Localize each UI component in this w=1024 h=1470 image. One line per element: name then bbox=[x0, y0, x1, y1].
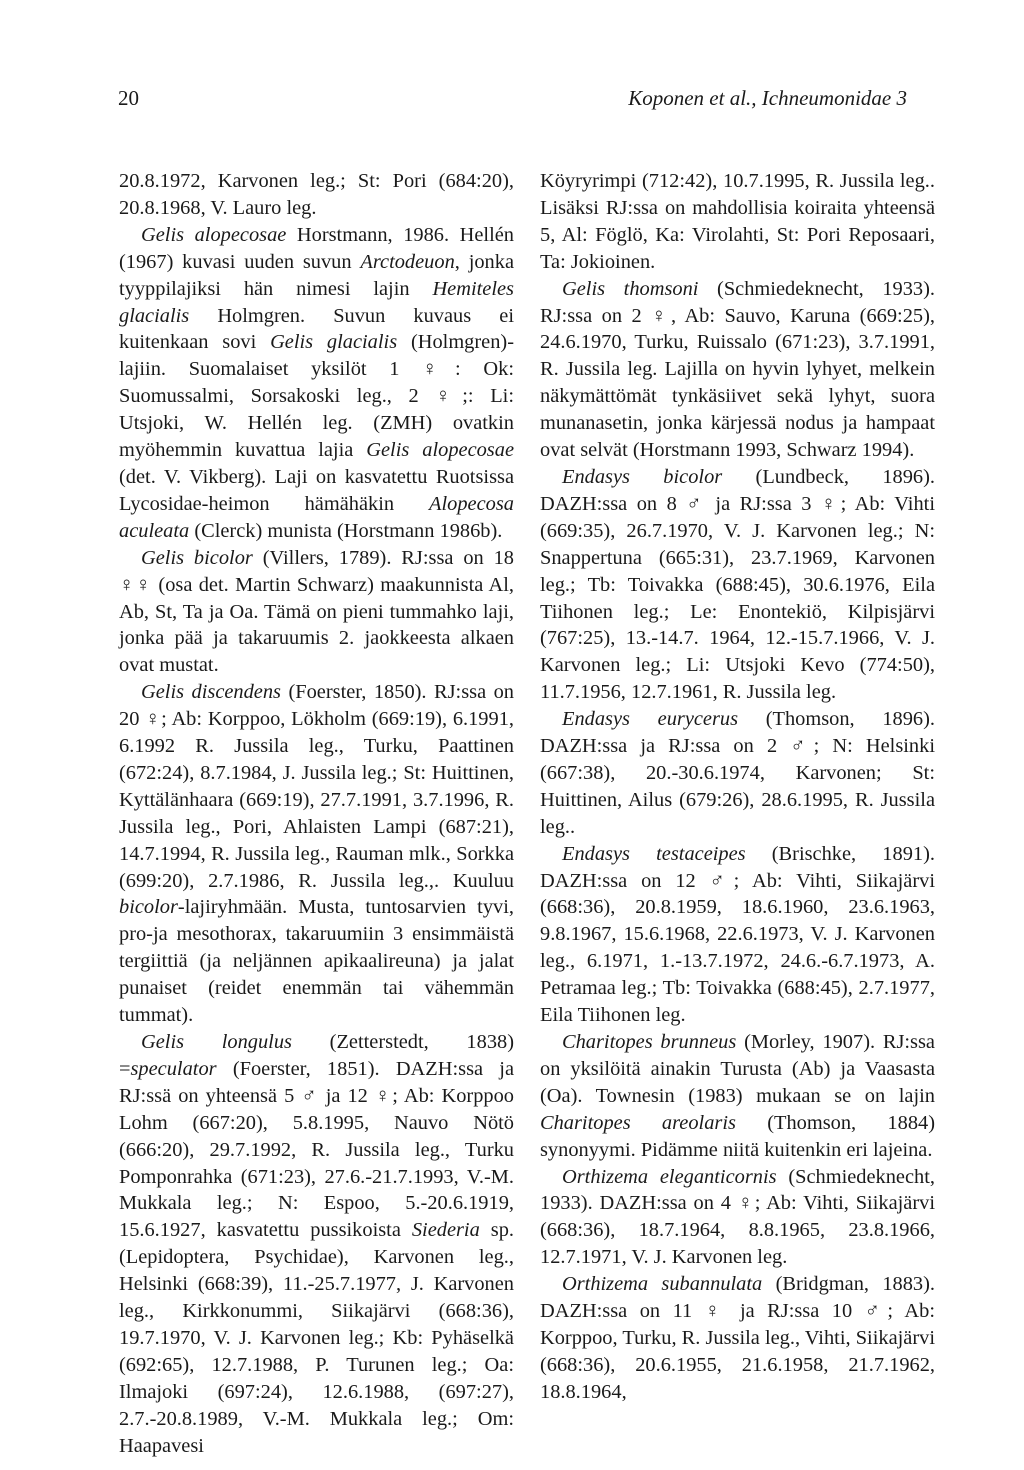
right-column bbox=[540, 168, 935, 1406]
text-run: (Lundbeck, 1896). DAZH:ssa on 8 ♂ ja RJ:ssa 3 ♀; Ab: Vihti (669:35), 26.7.1970, V. J. Karvonen leg.; N: Snappertuna (665:31), 23.7.1969, Karvonen leg.; Tb: Toivakka (688:45), 30.6.1976, Eila Tiihonen leg.; Le: Enontekiö, Kilpisjärvi (767:25), 13.-14.7. 1964, 12.-15.7.1966, V. J. Karvonen leg.; Li: Utsjoki Kevo (774:50), 11.7.1956, 12.7.1961, R. Jussila leg. bbox=[540, 465, 935, 704]
text-run: Horstmann, 1986. Hellén (1967) kuvasi uuden suvun bbox=[119, 223, 514, 273]
text-run: (Zetterstedt, 1838) = bbox=[119, 1031, 515, 1080]
species-name: Gelis longulus bbox=[141, 1031, 292, 1053]
text-run: (Clerck) munista (Horstmann 1986b). bbox=[189, 519, 503, 542]
text-run: (Schmiedeknecht, 1933). DAZH:ssa on 4 ♀; Ab: Vihti, Siikajärvi (668:36), 18.7.1964, 8.8.1965, 23.8.1966, 12.7.1971, V. J. Karvonen leg. bbox=[540, 1165, 935, 1269]
species-name: bicolor bbox=[119, 896, 178, 919]
species-name: Endasys bicolor bbox=[562, 465, 723, 488]
species-name: Siederia bbox=[411, 1219, 480, 1242]
species-name: Endasys testaceipes bbox=[562, 842, 746, 865]
paragraph bbox=[119, 679, 514, 1029]
species-name: Orthizema eleganticornis bbox=[562, 1165, 777, 1188]
paragraph bbox=[540, 1271, 935, 1406]
running-title: Koponen et al., Ichneumonidae 3 bbox=[628, 86, 907, 110]
species-name: Orthizema subannulata bbox=[562, 1273, 763, 1296]
text-run: , jonka tyyppilajiksi hän nimesi lajin bbox=[119, 250, 514, 300]
paragraph bbox=[119, 168, 514, 222]
species-name: Gelis thomsoni bbox=[562, 277, 699, 300]
paragraph bbox=[119, 545, 514, 680]
species-name: Gelis alopecosae bbox=[141, 223, 287, 246]
text-run: 20.8.1972, Karvonen leg.; St: Pori (684:20), 20.8.1968, V. Lauro leg. bbox=[119, 170, 514, 219]
species-name: Gelis bicolor bbox=[141, 546, 253, 569]
species-name: Gelis discendens bbox=[141, 681, 281, 704]
species-name: Gelis alopecosae bbox=[366, 439, 514, 462]
text-run: (Morley, 1907). RJ:ssa on yksilöitä ainakin Turusta (Ab) ja Vaasasta (Oa). Townesin (1983) mukaan se on lajin bbox=[540, 1031, 935, 1107]
text-run: (det. V. Vikberg). Laji on kasvatettu Ruotsissa Lycosidae-heimon hämähäkin bbox=[119, 465, 514, 515]
text-run: (Thomson, 1896). DAZH:ssa ja RJ:ssa on 2 ♂; N: Helsinki (667:38), 20.-30.6.1974, Karvonen; St: Huittinen, Ailus (679:26), 28.6.1995, R. Jussila leg.. bbox=[540, 708, 935, 838]
text-run: (Brischke, 1891). DAZH:ssa on 12 ♂; Ab: Vihti, Siikajärvi (668:36), 20.8.1959, 18.6.1960, 23.6.1963, 9.8.1967, 15.6.1968, 22.6.1973, V. J. Karvonen leg., 6.1971, 1.-13.7.1972, 24.6.-6.7.1973, A. Petramaa leg.; Tb: Toivakka (688:45), 2.7.1977, Eila Tiihonen leg. bbox=[540, 842, 935, 1027]
paragraph bbox=[540, 1029, 935, 1164]
text-run: -lajiryhmään. Musta, tuntosarvien tyvi, pro-ja mesothorax, takaruumiin 3 ensimmäistä tergiittiä (ja neljännen apikaalireuna) ja jalat punaiset (reidet enemmän tai vähemmän tummat). bbox=[119, 896, 514, 1027]
paragraph bbox=[540, 1164, 935, 1272]
text-run: (Bridgman, 1883). DAZH:ssa on 11 ♀ ja RJ:ssa 10 ♂; Ab: Korppoo, Turku, R. Jussila leg., Vihti, Siikajärvi (668:36), 20.6.1955, 21.6.1958, 21.7.1962, 18.8.1964, bbox=[540, 1273, 935, 1403]
text-run: (Foerster, 1850). RJ:ssa on 20 ♀; Ab: Korppoo, Lökholm (669:19), 6.1991, 6.1992 R. Jussila leg., Turku, Paattinen (672:24), 8.7.1984, J. Jussila leg.; St: Huittinen, Kyttälänhaara (669:19), 27.7.1991, 3.7.1996, R. Jussila leg., Pori, Ahlaisten Lampi (687:21), 14.7.1994, R. Jussila leg., Rauman mlk., Sorkka (699:20), 2.7.1986, R. Jussila leg.,. Kuuluu bbox=[119, 681, 514, 892]
paragraph bbox=[540, 706, 935, 841]
species-name: Hemiteles glacialis bbox=[119, 277, 514, 327]
paragraph bbox=[540, 841, 935, 1029]
text-run: Köyryrimpi (712:42), 10.7.1995, R. Jussila leg.. Lisäksi RJ:ssa on mahdollisia koiraita yhteensä 5, Al: Föglö, Ka: Virolahti, St: Pori Reposaari, Ta: Jokioinen. bbox=[540, 170, 935, 273]
paragraph bbox=[119, 1029, 514, 1460]
species-name: Gelis glacialis bbox=[270, 331, 398, 354]
page-number: 20 bbox=[118, 86, 139, 110]
species-name: speculator bbox=[130, 1057, 217, 1080]
paragraph bbox=[119, 222, 514, 545]
paragraph bbox=[540, 168, 935, 276]
text-run: (Thomson, 1884) synonyymi. Pidämme niitä kuitenkin eri lajeina. bbox=[540, 1111, 935, 1161]
species-name: Arctodeuon bbox=[360, 250, 455, 273]
species-name: Charitopes brunneus bbox=[562, 1031, 737, 1053]
species-name: Endasys eurycerus bbox=[562, 708, 739, 731]
text-run: sp. (Lepidoptera, Psychidae), Karvonen leg., Helsinki (668:39), 11.-25.7.1977, J. Karvonen leg., Kirkkonummi, Siikajärvi (668:36), 19.7.1970, V. J. Karvonen leg.; Kb: Pyhäselkä (692:65), 12.7.1988, P. Turunen leg.; Oa: Ilmajoki (697:24), 12.6.1988, (697:27), 2.7.-20.8.1989, V.-M. Mukkala leg.; Om: Haapavesi bbox=[119, 1219, 514, 1457]
text-run: (Holmgren)-lajiin. Suomalaiset yksilöt 1 ♀: Ok: Suomussalmi, Sorsakoski leg., 2 ♀;: Li: Utsjoki, W. Hellén leg. (ZMH) ovatkin myöhemmin kuvattua lajia bbox=[119, 331, 514, 462]
left-column bbox=[119, 168, 514, 1460]
paragraph bbox=[540, 464, 935, 706]
text-run: (Foerster, 1851). DAZH:ssa ja RJ:ssä on yhteensä 5 ♂ ja 12 ♀; Ab: Korppoo Lohm (667:20), 5.8.1995, Nauvo Nötö (666:20), 29.7.1992, R. Jussila leg., Turku Pomponrahka (671:23), 27.6.-21.7.1993, V.-M. Mukkala leg.; N: Espoo, 5.-20.6.1919, 15.6.1927, kasvatettu pussikoista bbox=[119, 1057, 514, 1242]
paragraph bbox=[540, 276, 935, 464]
text-run: (Villers, 1789). RJ:ssa on 18 ♀♀ (osa det. Martin Schwarz) maakunnista Al, Ab, St, Ta ja Oa. Tämä on pieni tummahko laji, jonka pää ja takaruumis 2. jaokkeesta alkaen ovat mustat. bbox=[119, 546, 514, 677]
text-run: (Schmiedeknecht, 1933). RJ:ssa on 2 ♀, Ab: Sauvo, Karuna (669:25), 24.6.1970, Turku, Ruissalo (671:23), 3.7.1991, R. Jussila leg. Lajilla on hyvin lyhyet, melkein näkymättömät tynkäsiivet sekä lyhyt, suora munanasetin, jonka kärjessä nodus ja hampaat ovat selvät (Horstmann 1993, Schwarz 1994). bbox=[540, 277, 935, 462]
species-name: Alopecosa aculeata bbox=[119, 492, 514, 542]
text-run: Holmgren. Suvun kuvaus ei kuitenkaan sovi bbox=[119, 304, 514, 354]
species-name: Charitopes areolaris bbox=[540, 1111, 736, 1134]
